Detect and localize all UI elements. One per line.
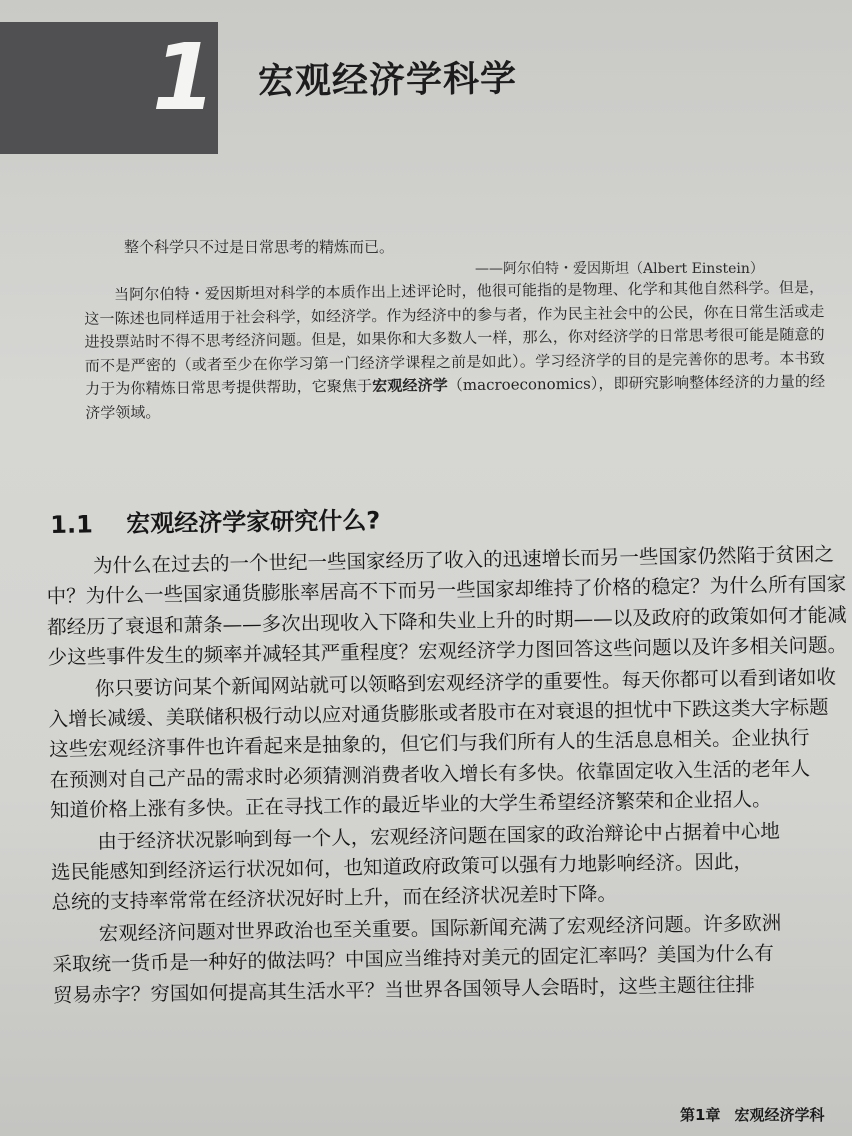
- page-footer: [680, 1104, 824, 1125]
- section-heading: [50, 500, 380, 540]
- body-line: 宏观经济问题对世界政治也至关重要。国际新闻充满了宏观经济问题。许多欧洲: [98, 911, 782, 946]
- section-title: 宏观经济学家研究什么?: [126, 506, 381, 538]
- epigraph-quote: 整个科学只不过是日常思考的精炼而已。: [124, 238, 395, 256]
- body-line: 知道价格上涨有多快。正在寻找工作的最近毕业的大学生希望经济繁荣和企业招人。: [49, 787, 772, 823]
- section-number: 1.1: [50, 510, 93, 539]
- chapter-intro: [84, 276, 825, 425]
- body-line: 中？为什么一些国家通货膨胀率居高不下而另一些国家却维持了价格的稳定？为什么所有国家: [46, 572, 847, 609]
- body-line: 由于经济状况影响到每一个人，宏观经济问题在国家的政治辩论中占据着中心地: [97, 819, 780, 853]
- body-paragraph: [46, 539, 852, 673]
- body-line: 这些宏观经济事件也许看起来是抽象的，但它们与我们所有人的生活息息相关。企业执行: [48, 726, 810, 762]
- chapter-title: 宏观经济学科学: [257, 58, 518, 103]
- body-line: 选民能感知到经济运行状况如何，也知道政府政策可以强有力地影响经济。因此，: [50, 849, 754, 885]
- epigraph-attribution: ——阿尔伯特・爱因斯坦（Albert Einstein）: [475, 261, 764, 277]
- intro-text-start: 当阿尔伯特・爱因斯坦对科学的本质作出上述评论时，他很可能指的是物理、化学和其他自然科学。但是，这一陈述也同样适用于社会科学，如经济学。作为经济中的参与者，作为民主社会中的公民，你在日常生活或走进投票站时不得不思考经济问题。但是，如果你和大多数人一样，那么，你对经济学的日常思考很可能是随意的而不是严密的（或者至少在你学习第一门经济学课程之前是如此）。学习经济学的目的是完善你的思考。本书致力于为你精炼日常思考提供帮助，它聚焦于: [84, 278, 825, 399]
- body-line: 都经历了衰退和萧条——多次出现收入下降和失业上升的时期——以及政府的政策如何才能减: [47, 603, 847, 639]
- body-paragraph: [48, 662, 852, 827]
- footer-chapter-title: 宏观经济学科: [734, 1106, 825, 1124]
- body-paragraph: [52, 907, 852, 1011]
- body-line: 入增长减缓、美联储积极行动以应对通货膨胀或者股市在对衰退的担忧中下跌这类大字标题: [48, 695, 829, 732]
- body-line: 少这些事件发生的频率并减轻其严重程度？宏观经济学力图回答这些问题以及许多相关问题。: [47, 633, 848, 670]
- body-line: 你只要访问某个新闻网站就可以领略到宏观经济学的重要性。每天你都可以看到诸如收: [94, 665, 837, 700]
- body-line: 总统的支持率常常在经济状况好时上升，而在经济状况差时下降。: [51, 882, 618, 915]
- intro-paragraph: [84, 276, 825, 425]
- body-line: 在预测对自己产品的需求时必须猜测消费者收入增长有多快。依靠固定收入生活的老年人: [49, 756, 811, 792]
- intro-text-end: （macroeconomics），即研究影响整体经济的力量的经济学领域。: [85, 372, 826, 422]
- body-paragraph: [50, 815, 852, 919]
- footer-chapter-label: 第1章: [680, 1106, 721, 1124]
- body-line: 为什么在过去的一个世纪一些国家经历了收入的迅速增长而另一些国家仍然陷于贫困之: [92, 542, 835, 578]
- intro-key-term: 宏观经济学: [372, 376, 448, 396]
- chapter-number: 1: [152, 24, 217, 131]
- body-line: 贸易赤字？穷国如何提高其生活水平？当世界各国领导人会晤时，这些主题往往排: [52, 972, 756, 1007]
- body-line: 采取统一货币是一种好的做法吗？中国应当维持对美元的固定汇率吗？美国为什么有: [52, 941, 775, 977]
- section-body: [46, 539, 852, 1012]
